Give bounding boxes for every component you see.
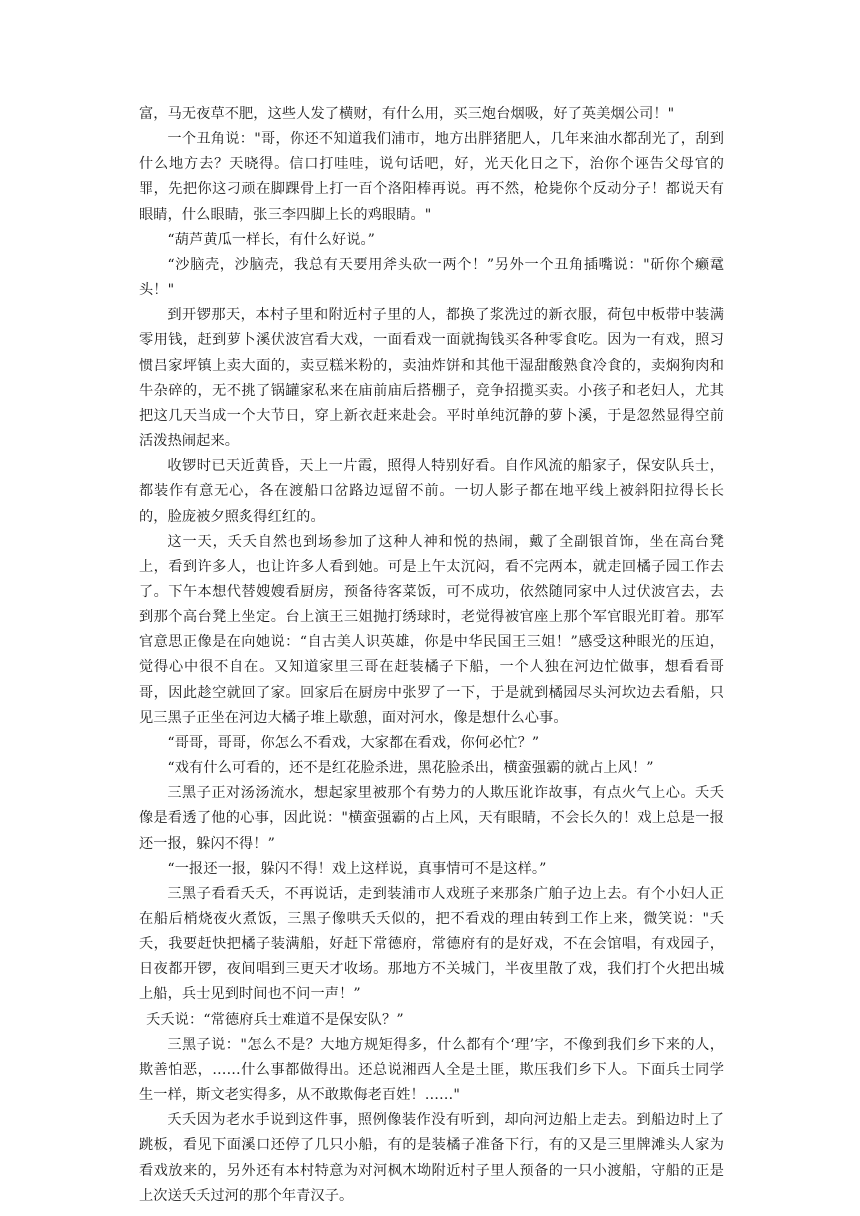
paragraph-15: 夭夭因为老水手说到这件事，照例像装作没有听到，却向河边船上走去。到船边时上了跳板，看见下面溪口还停了几只小船，有的是装橘子准备下行，有的又是三里牌滩头人家为看戏放来的，另外还有本村特意为对河枫木坳附近村子里人预备的一只小渡船，守船的正是上次送夭夭过河的那个年青汉子。 [139, 1112, 724, 1204]
paragraph-14: 三黑子说："怎么不是？大地方规矩得多，什么都有个‘理’字，不像到我们乡下来的人，欺善怕恶，……什么事都做得出。还总说湘西人全是土匪，欺压我们乡下人。下面兵士同学生一样，斯文老实得多，从不敢欺侮老百姓！……" [139, 1036, 724, 1104]
paragraph-6: 收锣时已天近黄昏，天上一片霞，照得人特别好看。自作风流的船家子，保安队兵士，都装作有意无心，各在渡船口岔路边逗留不前。一切人影子都在地平线上被斜阳拉得长长的，脸庞被夕照炙得红红的。 [139, 458, 724, 525]
paragraph-1: 富，马无夜草不肥，这些人发了横财，有什么用，买三炮台烟吸，好了英美烟公司！" [139, 106, 675, 122]
paragraph-5: 到开锣那天，本村子里和附近村子里的人，都换了浆洗过的新衣服，荷包中板带中装满零用钱，赶到萝卜溪伏波宫看大戏，一面看戏一面就掏钱买各种零食吃。因为一有戏，照习惯吕家坪镇上卖大面的，卖豆糕米粉的，卖油炸饼和其他干湿甜酸熟食冷食的，卖焖狗肉和牛杂碎的，无不挑了锅罐家私来在庙前庙后搭棚子，竞争招揽买卖。小孩子和老妇人，尤其把这几天当成一个大节日，穿上新衣赶来赴会。平时单纯沉静的萝卜溪，于是忽然显得空前活泼热闹起来。 [139, 307, 724, 450]
paragraph-3: “葫芦黄瓜一样长，有什么好说。” [167, 231, 376, 248]
paragraph-11: “一报还一报，躲闪不得！戏上这样说，真事情可不是这样。” [167, 860, 547, 877]
paragraph-4: “沙脑壳，沙脑壳，我总有天要用斧头砍一两个！”另外一个丑角插嘴说："斫你个癞鼋头！" [139, 256, 724, 299]
paragraph-8: “哥哥，哥哥，你怎么不看戏，大家都在看戏，你何必忙？” [167, 734, 540, 751]
paragraph-12: 三黑子看看夭夭，不再说话，走到装浦市人戏班子来那条广舶子边上去。有个小妇人正在船后梢烧夜火煮饭，三黑子像哄夭夭似的，把不看戏的理由转到工作上来，微笑说："夭夭，我要赶快把橘子装满船，好赶下常德府，常德府有的是好戏，不在会馆唱，有戏园子，日夜都开锣，夜间唱到三更天才收场。那地方不关城门，半夜里散了戏，我们打个火把出城上船，兵士见到时间也不问一声！” [139, 885, 724, 1003]
document-body [139, 102, 724, 1209]
paragraph-7: 这一天，夭夭自然也到场参加了这种人神和悦的热闹，戴了全副银首饰，坐在高台凳上，看到许多人，也让许多人看到她。可是上午太沉闷，看不完两本，就走回橘子园工作去了。下午本想代替嫂嫂看厨房，预备待客菜饭，可不成功，依然随同家中人过伏波宫去，去到那个高台凳上坐定。台上演王三姐抛打绣球时，老觉得被官座上那个军官眼光盯着。那军官意思正像是在向她说：“自古美人识英雄，你是中华民国王三姐！”感受这种眼光的压迫，觉得心中很不自在。又知道家里三哥在赶装橘子下船，一个人独在河边忙做事，想看看哥哥，因此趁空就回了家。回家后在厨房中张罗了一下，于是就到橘园尽头河坎边去看船，只见三黑子正坐在河边大橘子堆上歇憩，面对河水，像是想什么心事。 [139, 533, 724, 726]
paragraph-10: 三黑子正对汤汤流水，想起家里被那个有势力的人欺压讹诈故事，有点火气上心。夭夭像是看透了他的心事，因此说："横蛮强霸的占上风，天有眼睛，不会长久的！戏上总是一报还一报，躲闪不得！” [139, 785, 724, 852]
paragraph-2: 一个丑角说："哥，你还不知道我们浦市，地方出胖猪肥人，几年来油水都刮光了，刮到什么地方去？天晓得。信口打哇哇，说句话吧，好，光天化日之下，治你个诬告父母官的罪，先把你这刁顽在脚踝骨上打一百个洛阳棒再说。再不然，枪毙你个反动分子！都说天有眼睛，什么眼睛，张三李四脚上长的鸡眼睛。" [139, 131, 724, 223]
paragraph-9: “戏有什么可看的，还不是红花脸杀进，黑花脸杀出，横蛮强霸的就占上风！” [167, 760, 654, 777]
paragraph-13: 夭夭说：“常德府兵士难道不是保安队？” [146, 1011, 404, 1028]
